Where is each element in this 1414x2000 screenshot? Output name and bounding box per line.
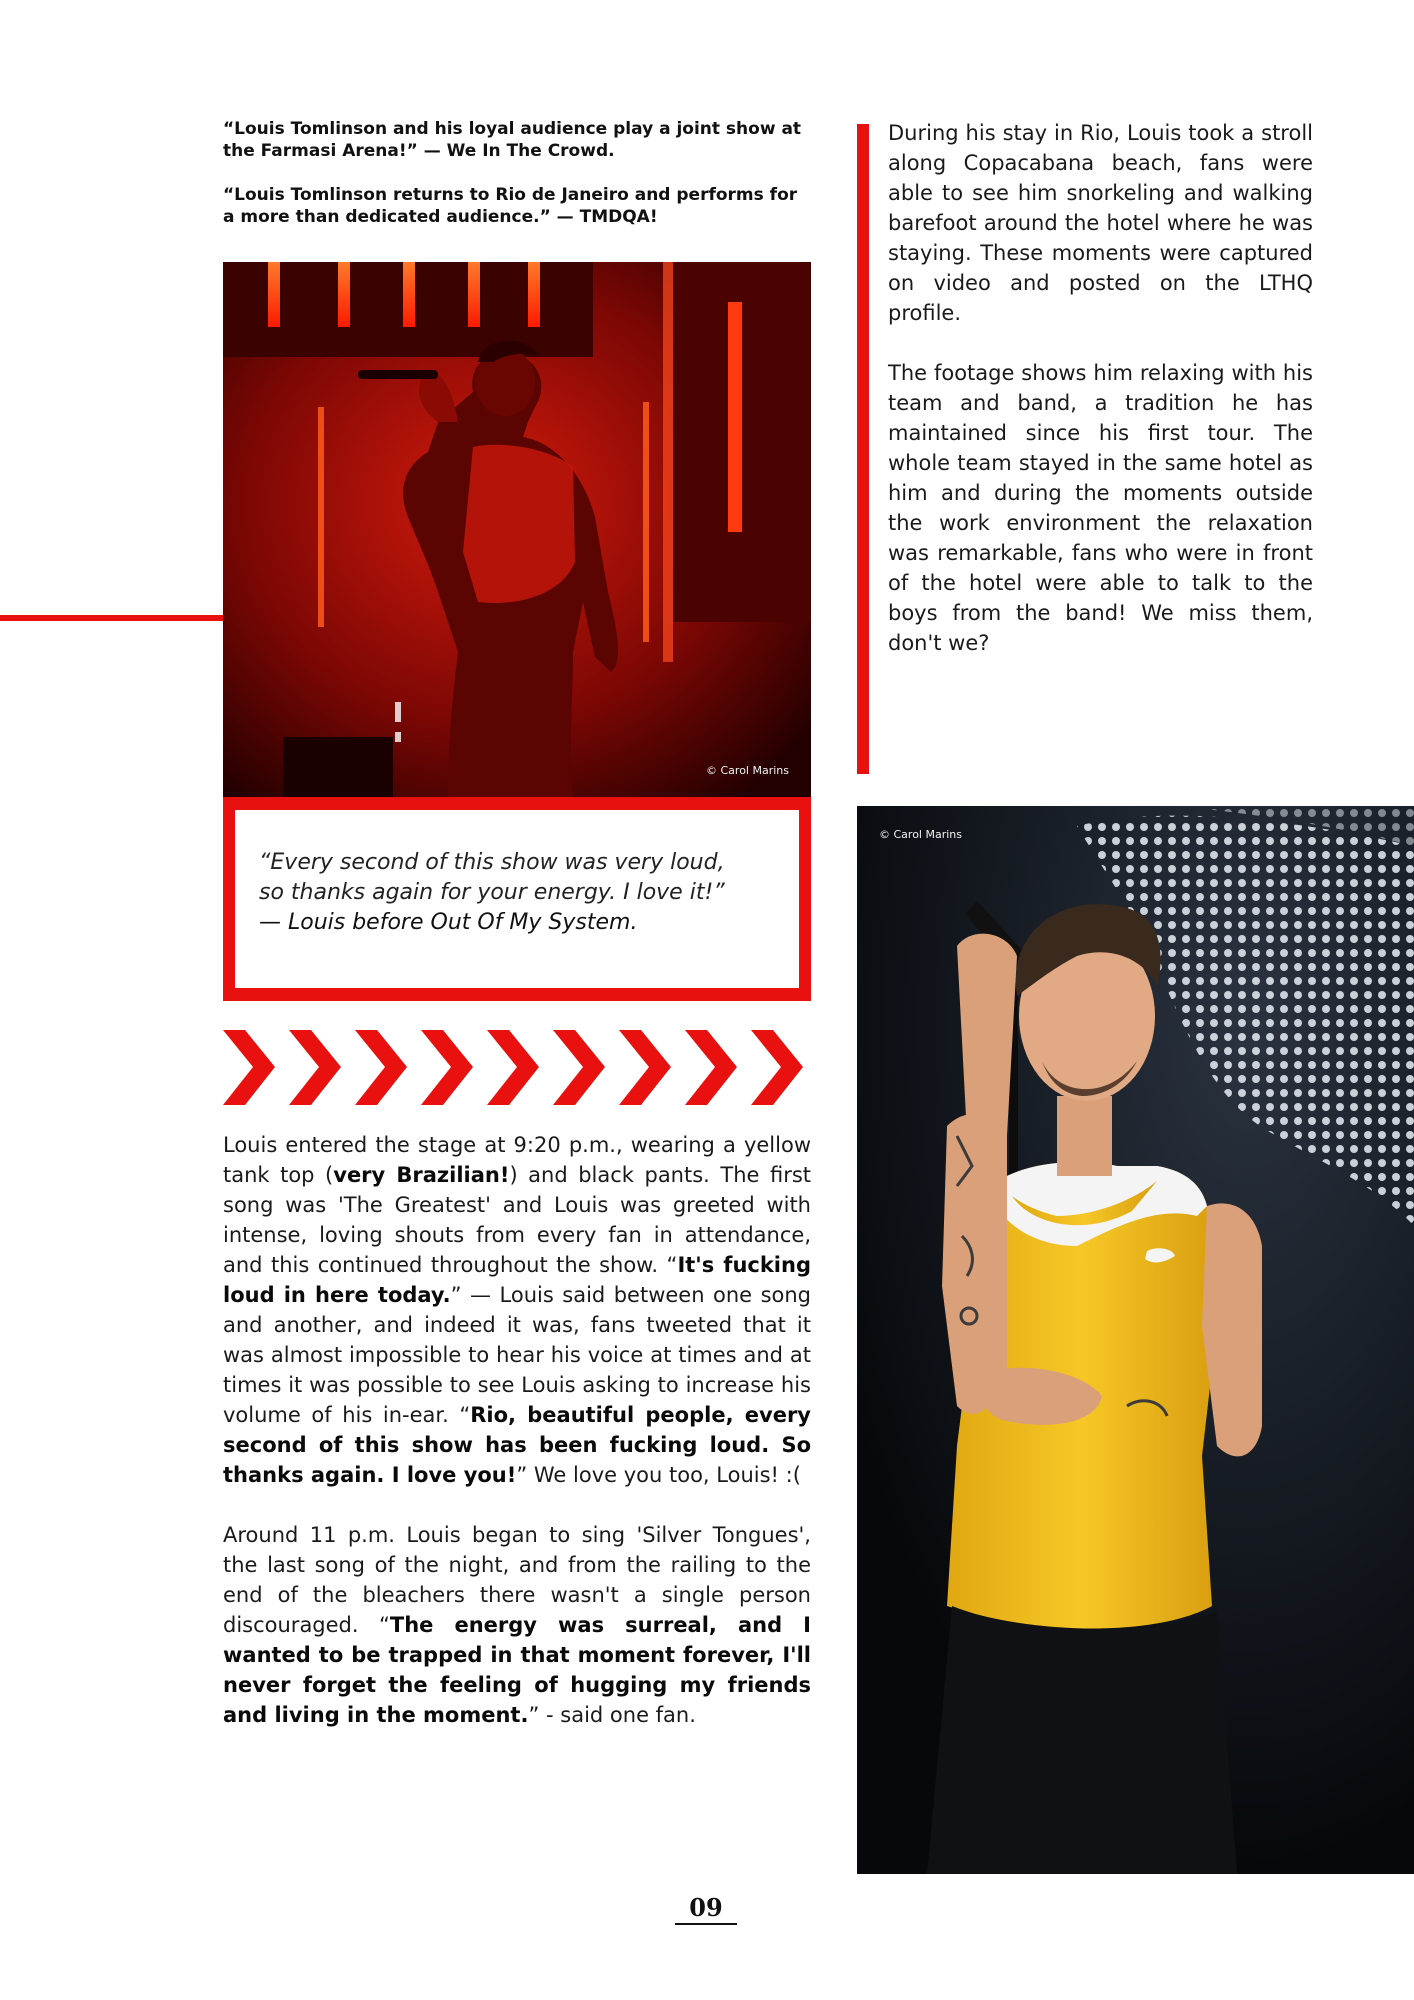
pull-quote-line-1: “Every second of this show was very loud, (259, 850, 725, 875)
chevron-icon (289, 1030, 341, 1105)
pull-quote-attribution: — Louis before Out Of My System. (259, 910, 638, 935)
article-paragraph-1: Louis entered the stage at 9:20 p.m., wearing a yellow tank top (very Brazilian!) and black pants. The first song was 'The Greatest' and Louis was greeted with intense, loving shouts from every fan in attendance, and this continued throughout the show. “It's fucking loud in here today.” — Louis said between one song and another, and indeed it was, fans tweeted that it was almost impossible to hear his voice at times and at times it was possible to see Louis asking to increase his volume of his in-ear. “Rio, beautiful people, every second of this show has been fucking loud. So thanks again. I love you!” We love you too, Louis! :( (223, 1133, 811, 1487)
chevron-icon (223, 1030, 275, 1105)
page-number: 09 (675, 1893, 737, 1925)
pull-quote-inner (235, 810, 799, 988)
chevron-icon (685, 1030, 737, 1105)
photo-credit: © Carol Marins (879, 828, 962, 841)
pull-quote (259, 848, 779, 938)
press-quotes (223, 118, 811, 250)
photo-credit: © Carol Marins (706, 764, 789, 777)
left-accent-rule (0, 615, 223, 621)
chevron-icon (553, 1030, 605, 1105)
press-quote-we-in-the-crowd: “Louis Tomlinson and his loyal audience play a joint show at the Farmasi Arena!” — We In The Crowd. (223, 119, 802, 161)
right-accent-bar (857, 124, 869, 774)
pull-quote-line-2: so thanks again for your energy. I love it!” (259, 880, 725, 905)
press-quote-tmdqa: “Louis Tomlinson returns to Rio de Janeiro and performs for a more than dedicated audience.” — TMDQA! (223, 185, 798, 227)
chevron-row-decoration (223, 1030, 813, 1105)
chevron-icon (421, 1030, 473, 1105)
chevron-icon (487, 1030, 539, 1105)
stage-photo-red (223, 262, 811, 797)
portrait-photo-yellow (857, 806, 1414, 1874)
sidebar-paragraph-2: The footage shows him relaxing with his team and band, a tradition he has maintained since his first tour. The whole team stayed in the same hotel as him and during the moments outside the work environment the relaxation was remarkable, fans who were in front of the hotel were able to talk to the boys from the band! We miss them, don't we? (888, 361, 1313, 655)
stage-photo-red-illustration (223, 262, 811, 797)
chevron-icon (355, 1030, 407, 1105)
chevron-icon (751, 1030, 803, 1105)
article-body (223, 1130, 811, 1760)
article-paragraph-2: Around 11 p.m. Louis began to sing 'Silver Tongues', the last song of the night, and from the railing to the end of the bleachers there wasn't a single person discouraged. “The energy was surreal, and I wanted to be trapped in that moment forever, I'll never forget the feeling of hugging my friends and living in the moment.” - said one fan. (223, 1523, 811, 1727)
portrait-photo-illustration (857, 806, 1414, 1874)
sidebar-paragraph-1: During his stay in Rio, Louis took a stroll along Copacabana beach, fans were able to see him snorkeling and walking barefoot around the hotel where he was staying. These moments were captured on video and posted on the LTHQ profile. (888, 121, 1313, 325)
pull-quote-box (223, 797, 811, 1001)
chevron-icon (619, 1030, 671, 1105)
sidebar-text (888, 118, 1313, 688)
